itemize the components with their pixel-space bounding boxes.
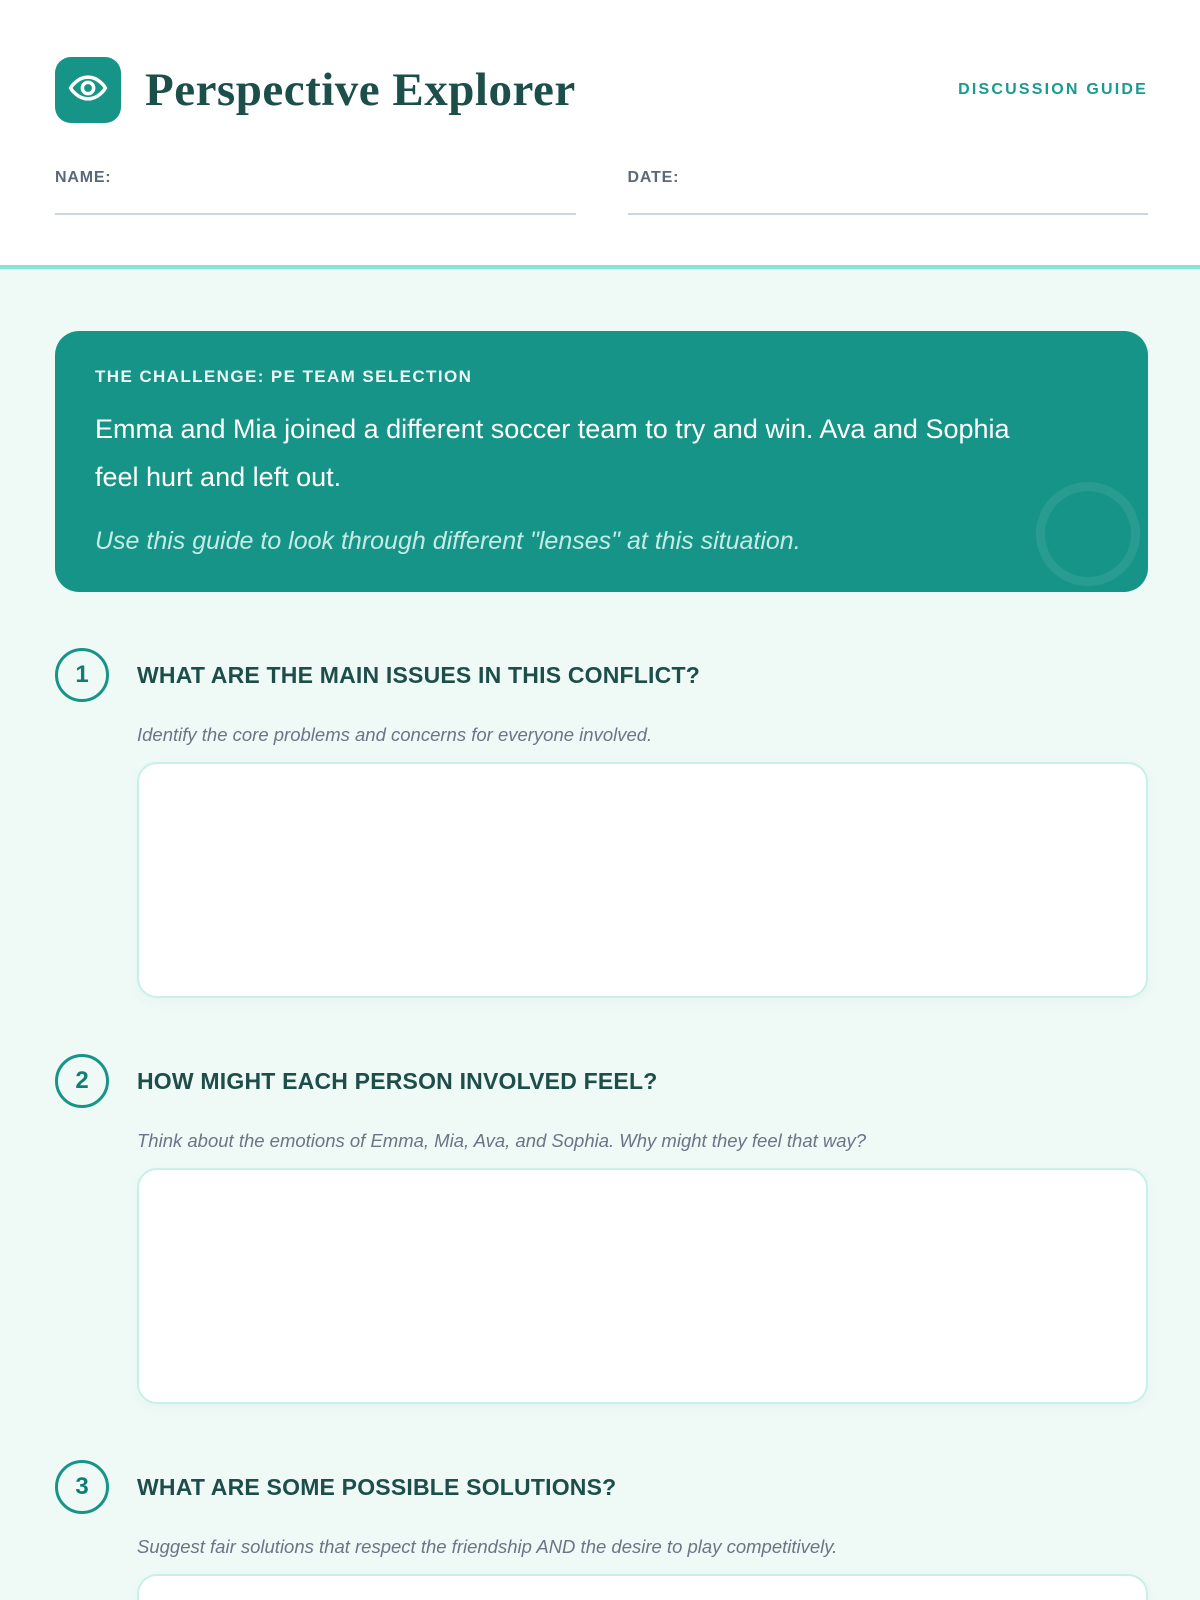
challenge-card (55, 331, 1148, 592)
question-number-badge: 1 (55, 648, 109, 702)
name-field (55, 169, 576, 215)
app-logo (55, 57, 121, 123)
question-title: HOW MIGHT EACH PERSON INVOLVED FEEL? (137, 1067, 658, 1094)
question-number-badge: 3 (55, 1460, 109, 1514)
discussion-guide-badge: DISCUSSION GUIDE (958, 81, 1148, 98)
question-section-1 (55, 648, 1148, 998)
answer-box-1[interactable] (137, 762, 1148, 998)
main-content (0, 269, 1200, 1600)
question-section-2 (55, 1054, 1148, 1404)
question-number-badge: 2 (55, 1054, 109, 1108)
eye-icon (68, 68, 108, 113)
challenge-heading: THE CHALLENGE: PE TEAM SELECTION (95, 367, 473, 386)
date-input-line[interactable] (628, 213, 1149, 215)
answer-box-3[interactable] (137, 1574, 1148, 1600)
name-label: NAME: (55, 169, 112, 186)
question-hint: Identify the core problems and concerns for everyone involved. (137, 724, 653, 746)
answer-box-2[interactable] (137, 1168, 1148, 1404)
header (0, 0, 1200, 265)
question-section-3 (55, 1460, 1148, 1600)
question-hint: Suggest fair solutions that respect the friendship AND the desire to play competitively. (137, 1536, 838, 1558)
page-title: Perspective Explorer (145, 64, 576, 116)
question-title: WHAT ARE THE MAIN ISSUES IN THIS CONFLICT? (137, 661, 700, 688)
date-label: DATE: (627, 169, 680, 186)
challenge-instruction-text: Use this guide to look through different "lenses" at this situation. (95, 527, 801, 556)
challenge-scenario-text: Emma and Mia joined a different soccer team to try and win. Ava and Sophia feel hurt and left out. (95, 414, 1010, 493)
name-input-line[interactable] (55, 213, 576, 215)
decorative-ring (1036, 482, 1140, 586)
question-hint: Think about the emotions of Emma, Mia, Ava, and Sophia. Why might they feel that way? (137, 1130, 867, 1152)
name-date-row (55, 169, 1148, 265)
question-title: WHAT ARE SOME POSSIBLE SOLUTIONS? (137, 1473, 617, 1500)
date-field (628, 169, 1149, 215)
